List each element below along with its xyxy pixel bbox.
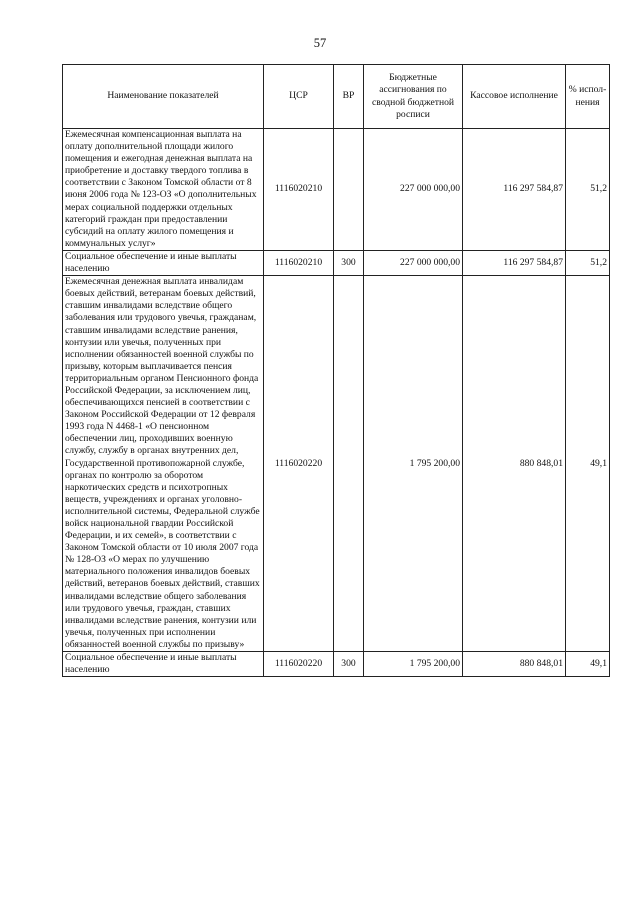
- row-budget: 227 000 000,00: [364, 250, 463, 275]
- row-budget: 1 795 200,00: [364, 652, 463, 677]
- row-code: 1116020210: [264, 129, 334, 251]
- row-pct: 51,2: [566, 250, 610, 275]
- row-code: 1116020220: [264, 652, 334, 677]
- table-header-row: [63, 65, 610, 129]
- header-code: ЦСР: [264, 65, 334, 129]
- row-name: Социальное обеспечение и иные выплаты населению: [63, 652, 264, 677]
- header-budget: Бюджетные ассигнования по сводной бюджетной росписи: [364, 65, 463, 129]
- row-pct: 49,1: [566, 652, 610, 677]
- row-cash: 116 297 584,87: [463, 250, 566, 275]
- row-vr: 300: [334, 652, 364, 677]
- row-pct: 51,2: [566, 129, 610, 251]
- header-cash: Кассовое исполнение: [463, 65, 566, 129]
- row-name: Ежемесячная компенсационная выплата на оплату дополнительной площади жилого помещения и ежегодная денежная выплата на приобретение и доставку твердого топлива в соответствии с Законом Томской области от 8 июня 2006 года № 123-ОЗ «О дополнительных мерах социальной поддержки отдельных категорий граждан при предоставлении субсидий на оплату жилого помещения и коммунальных услуг»: [63, 129, 264, 251]
- row-cash: 880 848,01: [463, 276, 566, 652]
- table-row: [63, 652, 610, 677]
- table-row: [63, 276, 610, 652]
- row-budget: 227 000 000,00: [364, 129, 463, 251]
- row-vr: 300: [334, 250, 364, 275]
- page-number: 57: [313, 36, 327, 50]
- row-vr: [334, 276, 364, 652]
- row-name: Социальное обеспечение и иные выплаты населению: [63, 250, 264, 275]
- row-name: Ежемесячная денежная выплата инвалидам боевых действий, ветеранам боевых действий, ставшим инвалидами вследствие общего заболевания или трудового увечья, гражданам, ставшим инвалидами вследствие ранения, контузии или увечья, полученных при исполнении обязанностей военной службы по призыву, которым выплачивается пенсия территориальным органом Пенсионного фонда Российской Федерации, за исключением лиц, обеспечивающихся пенсией в соответствии с Законом Российской Федерации от 12 февраля 1993 года N 4468-1 «О пенсионном обеспечении лиц, проходивших военную службу, службу в органах внутренних дел, Государственной противопожарной службе, органах по контролю за оборотом наркотических средств и психотропных веществ, учреждениях и органах уголовно-исполнительной системы, Федеральной службе войск национальной гвардии Российской Федерации, и их семей», в соответствии с Законом Томской области от 10 июля 2007 года № 128-ОЗ «О мерах по улучшению материального положения инвалидов боевых действий, ветеранов боевых действий, ставших инвалидами вследствие общего заболевания или трудового увечья, граждан, ставших инвалидами вследствие ранения, контузии или увечья, полученных при исполнении обязанностей военной службы по призыву»: [63, 276, 264, 652]
- row-pct: 49,1: [566, 276, 610, 652]
- table-row: [63, 250, 610, 275]
- row-budget: 1 795 200,00: [364, 276, 463, 652]
- header-vr: ВР: [334, 65, 364, 129]
- row-vr: [334, 129, 364, 251]
- header-name: Наименование показателей: [63, 65, 264, 129]
- row-code: 1116020220: [264, 276, 334, 652]
- budget-execution-table: [62, 64, 610, 677]
- row-cash: 880 848,01: [463, 652, 566, 677]
- row-cash: 116 297 584,87: [463, 129, 566, 251]
- row-code: 1116020210: [264, 250, 334, 275]
- header-pct: % испол-нения: [566, 65, 610, 129]
- table-row: [63, 129, 610, 251]
